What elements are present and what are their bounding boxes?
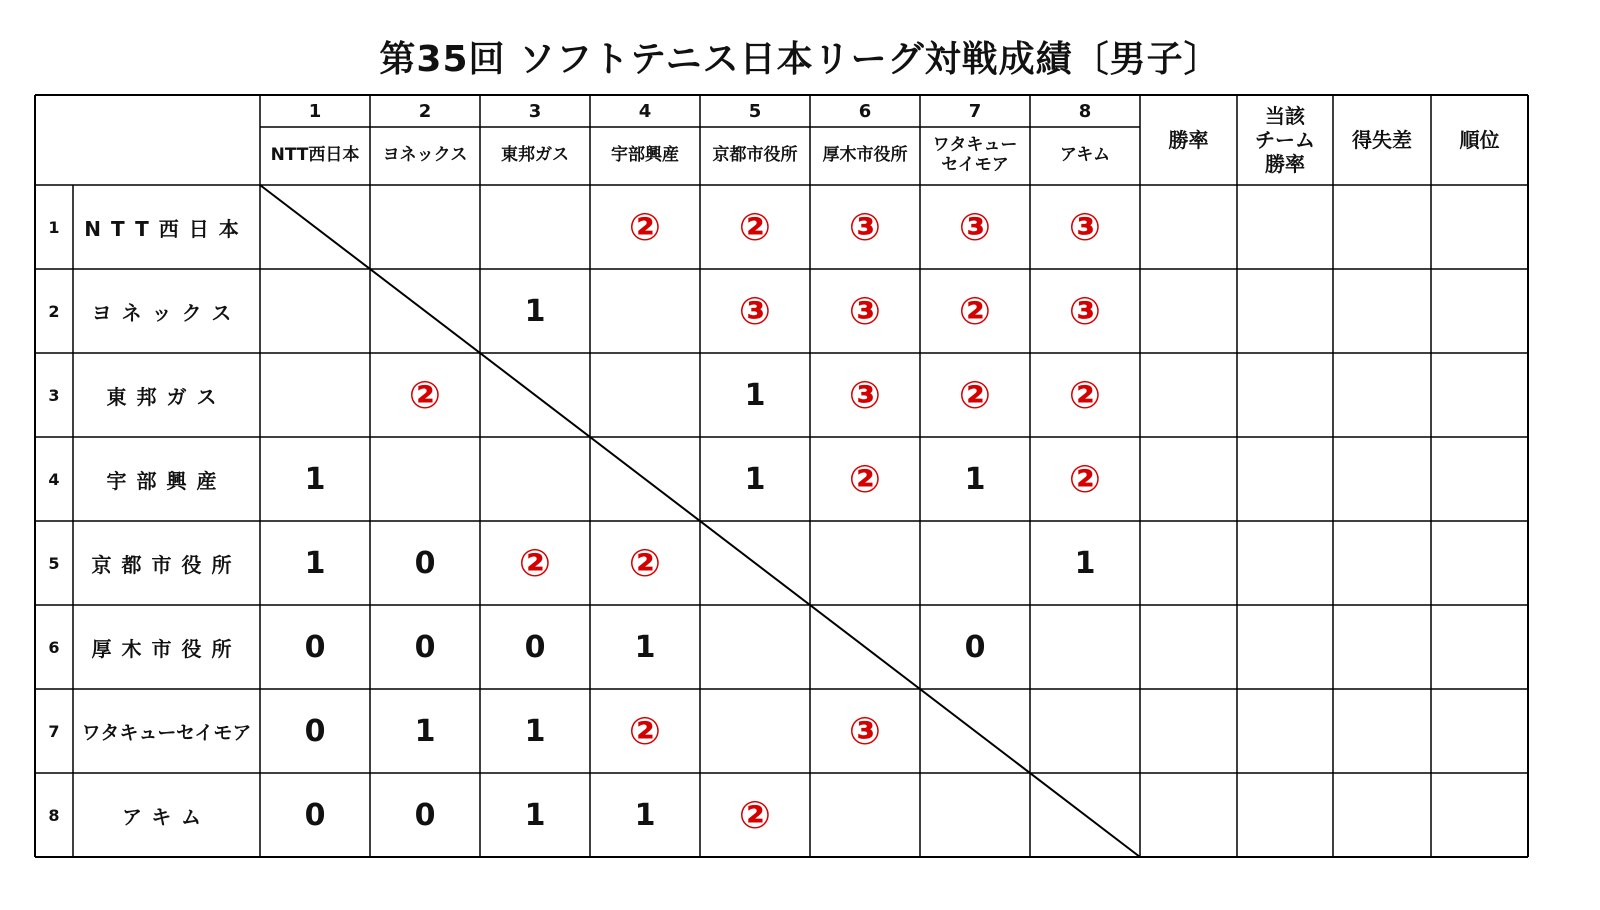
stat-cell [1237,521,1333,605]
stat-header-line: 勝率 [1168,128,1209,152]
stat-cell [1237,269,1333,353]
row-number: 1 [48,217,60,237]
match-score: 1 [744,377,766,413]
match-score: 0 [304,629,326,665]
stat-cell [1333,605,1431,689]
match-score: 0 [304,797,326,833]
column-team-name [370,127,480,185]
match-score: 1 [524,713,546,749]
match-score: ② [848,457,882,501]
stat-header [1431,95,1528,185]
row-team-name: ワタキューセイモア [81,721,252,744]
match-score: ② [628,541,662,585]
row-number: 4 [48,469,60,489]
column-number: 2 [418,100,432,122]
match-score: 1 [414,713,436,749]
match-score: ② [408,373,442,417]
column-team-name [700,127,810,185]
stat-cell [1140,605,1237,689]
match-score: 1 [964,461,986,497]
stat-header-line: 得失差 [1352,128,1412,152]
row-team-name: アキム [122,804,211,829]
match-score: ③ [1068,289,1102,333]
match-score: 1 [744,461,766,497]
stat-cell [1333,521,1431,605]
column-number: 7 [968,100,982,122]
match-score: 1 [304,461,326,497]
stat-cell [1431,773,1528,857]
stat-cell [1333,269,1431,353]
stat-header-line: 勝率 [1265,152,1305,176]
column-number: 4 [638,100,652,122]
column-number: 1 [308,100,322,122]
stat-cell [1333,689,1431,773]
stat-cell [1140,353,1237,437]
stat-cell [1333,773,1431,857]
stat-header-line: 当該 [1265,104,1305,128]
match-score: 0 [414,629,436,665]
row-number: 7 [48,721,60,741]
stat-cell [1431,521,1528,605]
stat-cell [1237,437,1333,521]
match-score: 0 [304,713,326,749]
match-score: 1 [634,797,656,833]
stat-cell [1237,605,1333,689]
column-team-name-line: セイモア [941,155,1009,175]
column-team-name-line: アキム [1059,145,1111,166]
stat-header [1237,95,1333,185]
stat-header [1333,95,1431,185]
page-title: 第35回 ソフトテニス日本リーグ対戦成績〔男子〕 [379,39,1221,80]
match-score: 0 [524,629,546,665]
row-team-name: 宇部興産 [106,468,227,493]
match-score: ③ [958,205,992,249]
stat-cell [1237,689,1333,773]
stat-cell [1140,269,1237,353]
match-score: ③ [848,709,882,753]
match-score: ③ [848,205,882,249]
match-score: ③ [1068,205,1102,249]
column-team-name-line: 東邦ガス [501,145,569,166]
column-number: 3 [528,100,542,122]
stat-cell [1140,185,1237,269]
stat-cell [1140,773,1237,857]
match-score: ② [628,709,662,753]
column-team-name [480,127,590,185]
match-score: 1 [304,545,326,581]
stat-cell [1431,605,1528,689]
row-team-name: 京都市役所 [91,552,242,577]
match-score: ② [738,793,772,837]
match-score: 1 [634,629,656,665]
column-team-name-line: 宇部興産 [611,145,679,166]
stat-cell [1431,185,1528,269]
column-number: 6 [858,100,872,122]
match-score: 1 [1074,545,1096,581]
column-team-name-line: 厚木市役所 [822,145,908,166]
match-score: 0 [414,797,436,833]
stat-cell [1237,185,1333,269]
match-score: 1 [524,293,546,329]
match-score: ② [958,289,992,333]
column-team-name-line: 京都市役所 [712,145,798,166]
match-score: ③ [738,289,772,333]
match-score: ③ [848,373,882,417]
match-score: 0 [414,545,436,581]
row-number: 6 [48,637,60,657]
match-score: ② [958,373,992,417]
stat-cell [1431,269,1528,353]
row-number: 3 [48,385,60,405]
match-score: 0 [964,629,986,665]
match-score: ② [1068,457,1102,501]
row-team-name: 厚木市役所 [91,636,242,661]
stat-header [1140,95,1237,185]
stat-cell [1431,437,1528,521]
stat-header-line: 順位 [1459,128,1500,152]
stat-cell [1140,689,1237,773]
stat-cell [1140,437,1237,521]
column-team-name [260,127,370,185]
stat-header-line: チーム [1255,128,1315,152]
column-team-name-line: NTT西日本 [270,145,360,166]
stat-cell [1140,521,1237,605]
match-score: ② [628,205,662,249]
column-team-name [1030,127,1140,185]
column-team-name [810,127,920,185]
row-number: 2 [48,301,60,321]
column-team-name-line: ヨネックス [382,145,468,166]
match-score: 1 [524,797,546,833]
column-team-name [590,127,700,185]
column-team-name-line: ワタキュー [932,135,1018,156]
stat-cell [1431,689,1528,773]
stat-cell [1237,773,1333,857]
match-score: ② [518,541,552,585]
row-team-name: NTT西日本 [84,216,249,241]
column-team-name [920,127,1030,185]
row-number: 5 [48,553,60,573]
row-number: 8 [48,805,60,825]
stat-cell [1333,185,1431,269]
stat-cell [1237,353,1333,437]
column-number: 5 [748,100,762,122]
match-score: ③ [848,289,882,333]
stat-cell [1431,353,1528,437]
match-score: ② [738,205,772,249]
column-number: 8 [1078,100,1092,122]
row-team-name: 東邦ガス [106,384,227,409]
stat-cell [1333,353,1431,437]
row-team-name: ヨネックス [91,300,242,325]
match-score: ② [1068,373,1102,417]
stat-cell [1333,437,1431,521]
